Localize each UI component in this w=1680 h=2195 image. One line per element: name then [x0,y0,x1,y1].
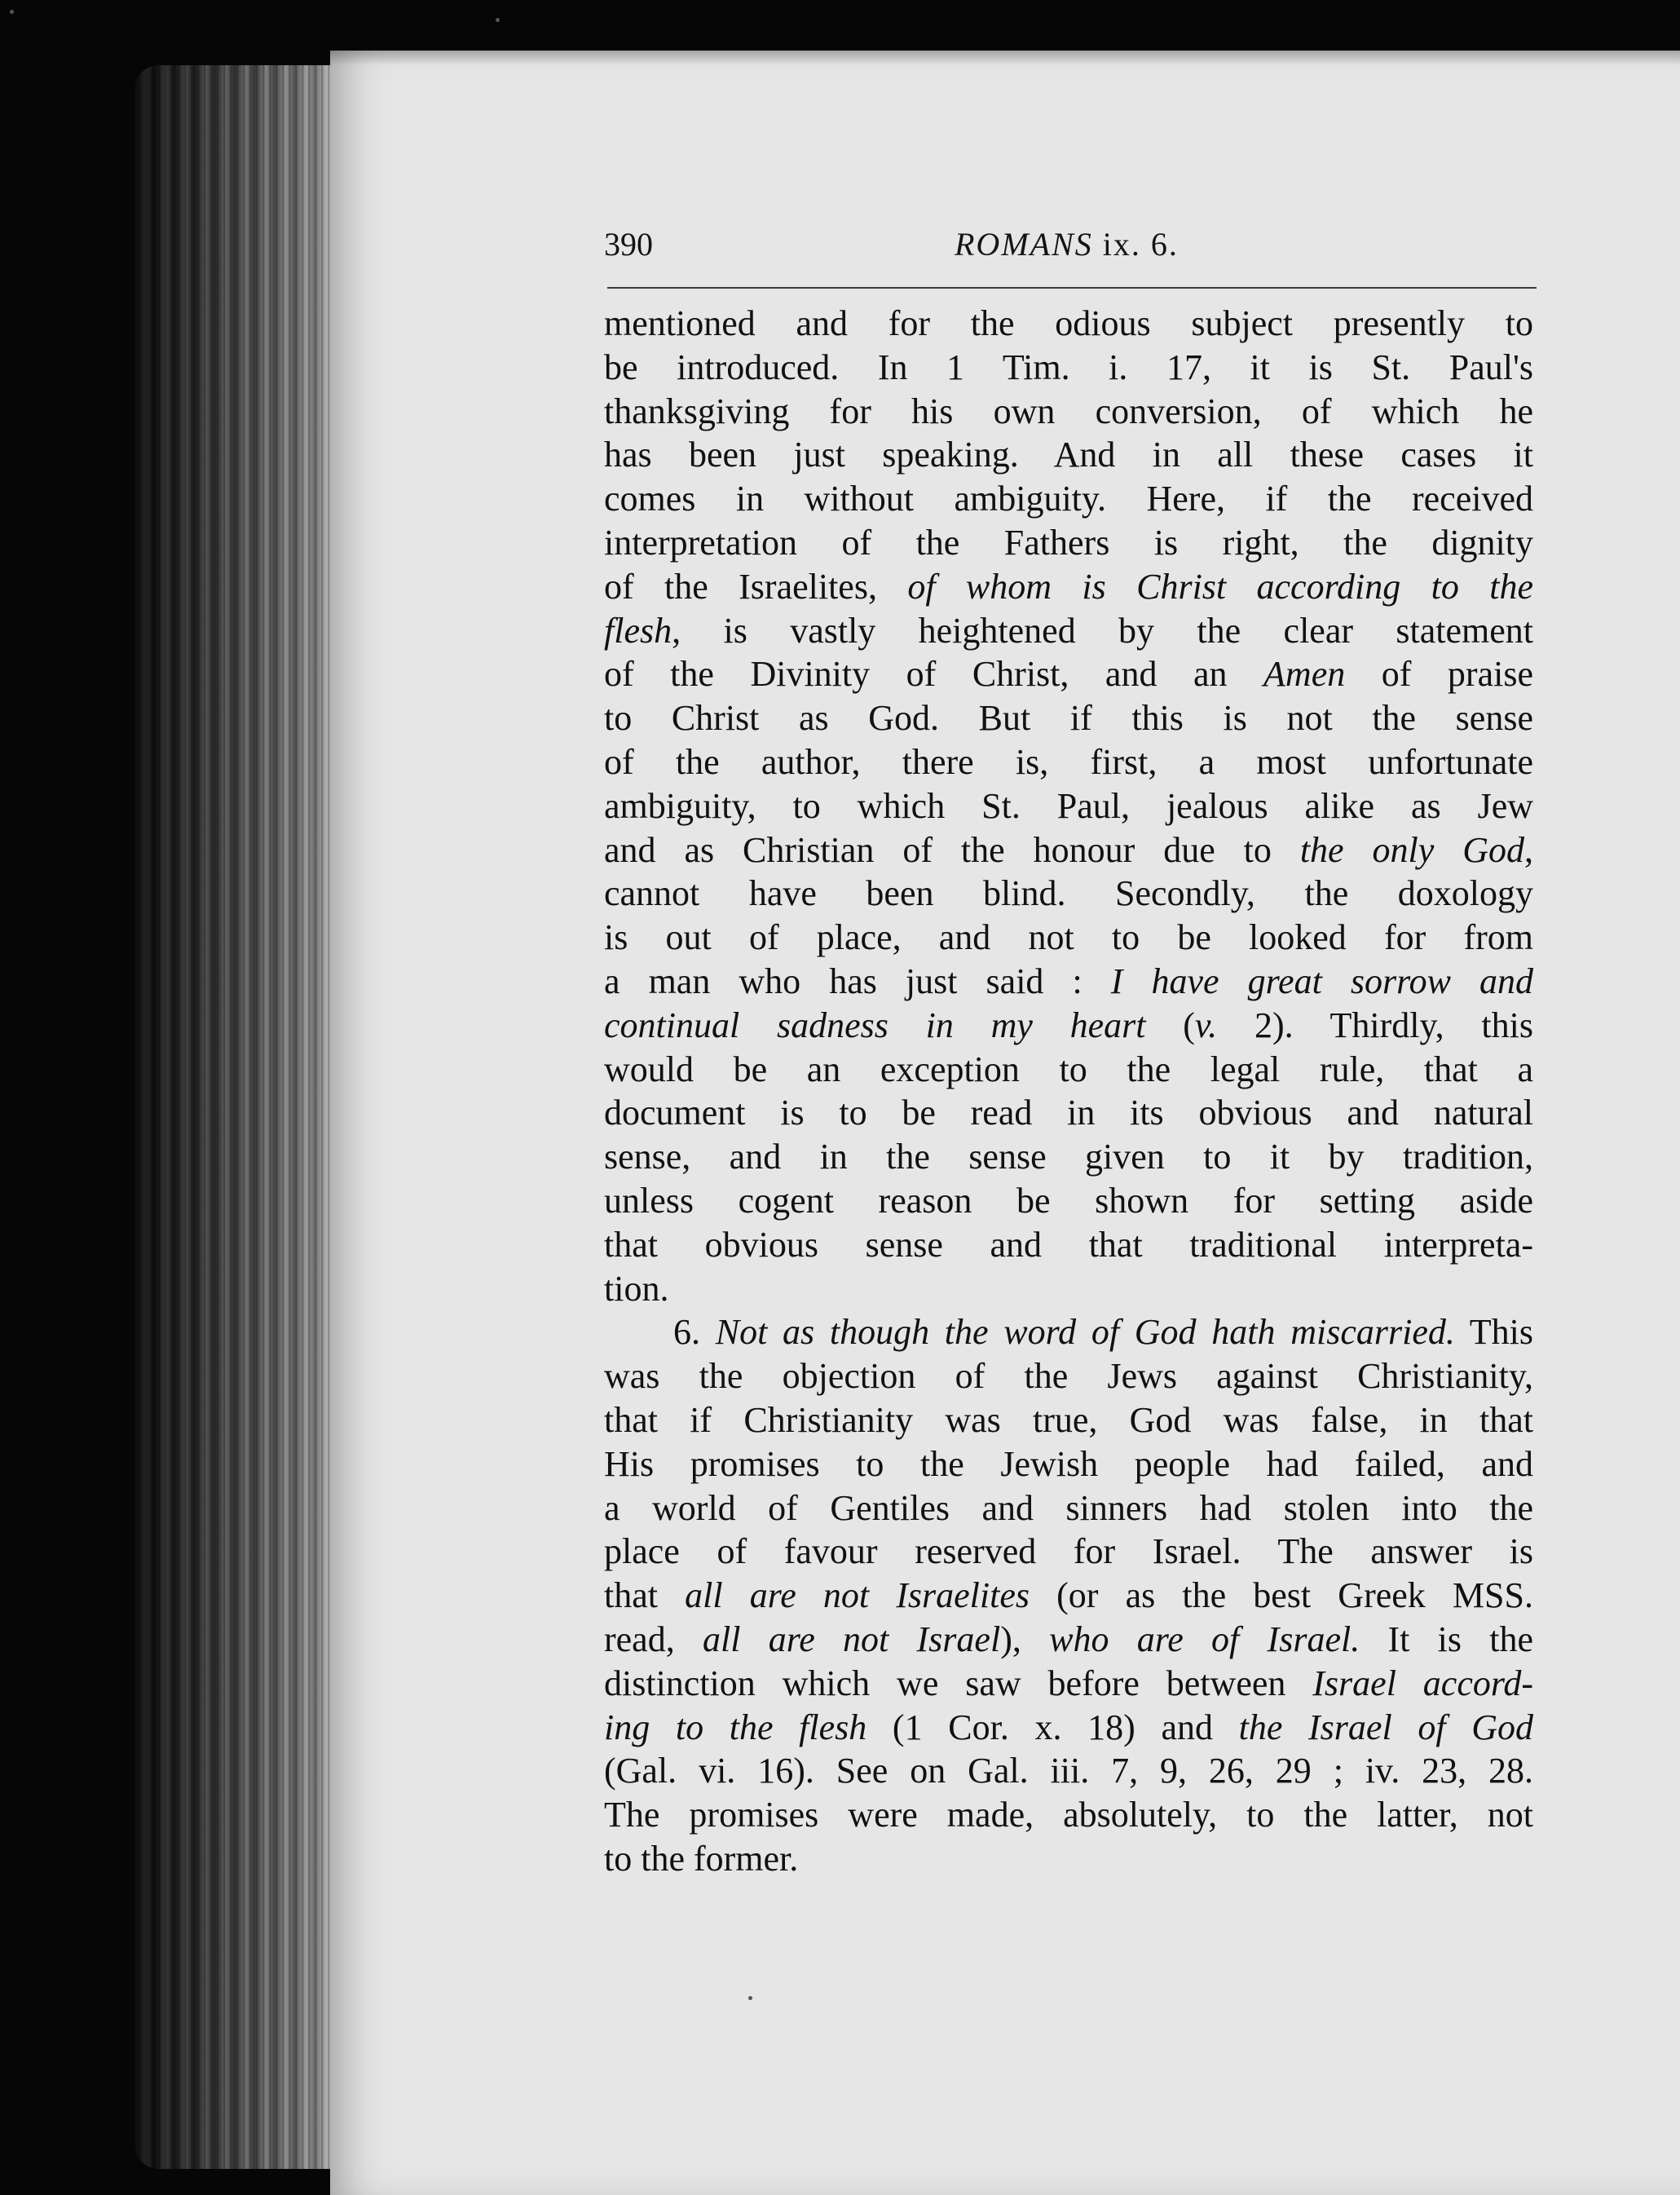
text-run: be introduced. In [604,347,947,387]
text-line [604,1310,1533,1354]
text-line [604,346,1533,390]
running-head [955,225,1179,263]
film-speck [748,1996,752,2000]
running-head-reference: ix. 6. [1102,226,1179,263]
text-run: ( [1145,1005,1195,1045]
italic-text-run: Amen [1263,654,1346,695]
text-line [604,1749,1533,1793]
text-run: distinction which we saw before between [604,1663,1313,1703]
italic-text-run: the Israel of God [1238,1707,1533,1747]
text-run: is out of place, and not to be looked for from [604,917,1533,958]
text-run: This [1454,1312,1534,1353]
text-line [604,1135,1533,1179]
text-line [604,1574,1533,1618]
text-line [604,1091,1533,1135]
text-run: that [604,1575,686,1616]
text-run: of the Israelites, [604,566,908,607]
text-run: The promises were made, absolutely, to the latter, not [604,1795,1533,1835]
italic-text-run: flesh [604,610,672,651]
italic-text-run: I have great sorrow and [1110,961,1533,1001]
italic-text-run: v. [1194,1005,1218,1045]
text-line [604,1442,1533,1486]
text-line [604,960,1533,1004]
text-run: a man who has just said : [604,961,1111,1001]
film-speck [10,10,14,14]
text-run: ambiguity, to which St. Paul, jealous alike as Jew [604,785,1533,826]
page-top-shadow [330,51,1680,65]
text-line [604,565,1533,609]
text-line [604,390,1533,434]
text-line [604,916,1533,960]
text-run: (Gal. vi. 16). See on Gal. iii. 7, 9, 26, 29 ; iv. 23, 28. [604,1751,1533,1791]
text-run: a world of Gentiles and sinners had stolen into the [604,1487,1533,1528]
text-line [604,477,1533,521]
book-fore-edge [134,65,334,2169]
text-line [604,1706,1533,1750]
text-run: and as Christian of the honour due to [604,829,1300,870]
text-line [604,872,1533,916]
text-line [604,652,1533,696]
header-rule [607,287,1537,289]
text-run: read, [604,1619,703,1659]
text-run: , [1524,829,1533,870]
text-run: that if Christianity was true, God was false, in that [604,1399,1533,1440]
text-run: (or as the best Greek MSS. [1030,1575,1533,1616]
text-run: comes in without ambiguity. Here, if the received [604,479,1533,519]
text-run: 1 [946,347,965,387]
text-run: Tim. i. 17, it is St. Paul's [964,347,1533,387]
text-run: It is the [1360,1619,1534,1659]
text-run: was the objection of the Jews against Christianity, [604,1356,1533,1397]
text-line [604,1837,1533,1881]
text-run: tion. [604,1268,669,1309]
text-run: His promises to the Jewish people had failed, and [604,1443,1533,1484]
text-run: would be an exception to the legal rule, that a [604,1049,1533,1089]
text-run: cannot have been blind. Secondly, the doxology [604,873,1533,914]
text-line [604,1267,1533,1311]
text-line [604,1530,1533,1574]
text-run: mentioned and for the odious subject presently to [604,303,1533,343]
text-line [604,828,1533,872]
text-line [604,784,1533,828]
italic-text-run: continual sadness in my heart [604,1005,1146,1045]
text-run: thanksgiving for his own conversion, of which he [604,391,1533,431]
italic-text-run: the only God [1299,829,1524,870]
text-line [604,1354,1533,1398]
text-run: unless cogent reason be shown for setting aside [604,1180,1533,1221]
text-run: of praise [1345,654,1533,695]
text-line [604,1486,1533,1530]
text-run: document is to be read in its obvious and natural [604,1093,1533,1133]
text-line [604,521,1533,565]
page-number: 390 [604,226,653,263]
page-header [604,220,1566,272]
italic-text-run: of whom is Christ according to the [907,566,1533,607]
italic-text-run: all are not Israelites [685,1575,1030,1616]
text-run: has been just speaking. And in all these cases it [604,435,1533,475]
text-run: interpretation of the Fathers is right, the dignity [604,522,1533,563]
text-line [604,1398,1533,1442]
text-line [604,433,1533,477]
text-line [604,302,1533,346]
text-line [604,1004,1533,1048]
italic-text-run: Not as though the word of God hath miscarried. [715,1312,1455,1353]
text-run: 2). Thirdly, this [1217,1005,1533,1045]
text-run: , is vastly heightened by the clear statement [672,610,1533,651]
film-speck [496,18,500,22]
text-line [604,1223,1533,1267]
text-run: 6. [673,1312,716,1353]
text-line [604,1048,1533,1092]
text-run: of the author, there is, first, a most unfortunate [604,741,1533,782]
text-run: ( [866,1707,905,1747]
text-run: to Christ as God. But if this is not the sense [604,698,1533,739]
text-run: Cor. x. 18) and [922,1707,1239,1747]
text-line [604,1793,1533,1837]
italic-text-run: who are of Israel. [1049,1619,1360,1659]
text-line [604,609,1533,653]
text-run: ), [1000,1619,1050,1659]
text-run: of the Divinity of Christ, and an [604,654,1264,695]
text-line [604,1179,1533,1223]
text-line [604,1618,1533,1662]
body-text [604,302,1533,1881]
italic-text-run: ing to the flesh [604,1707,867,1747]
text-line [604,740,1533,784]
text-run: that obvious sense and that traditional interpreta- [604,1224,1533,1265]
italic-text-run: Israel accord- [1312,1663,1533,1703]
text-run: sense, and in the sense given to it by tradition, [604,1137,1533,1177]
italic-text-run: all are not Israel [703,1619,1001,1659]
text-run: 1 [904,1707,923,1747]
text-line [604,696,1533,740]
text-run: to the former. [604,1838,799,1879]
text-line [604,1662,1533,1706]
text-run: place of favour reserved for Israel. The answer is [604,1531,1533,1572]
running-head-book: ROMANS [955,226,1093,263]
